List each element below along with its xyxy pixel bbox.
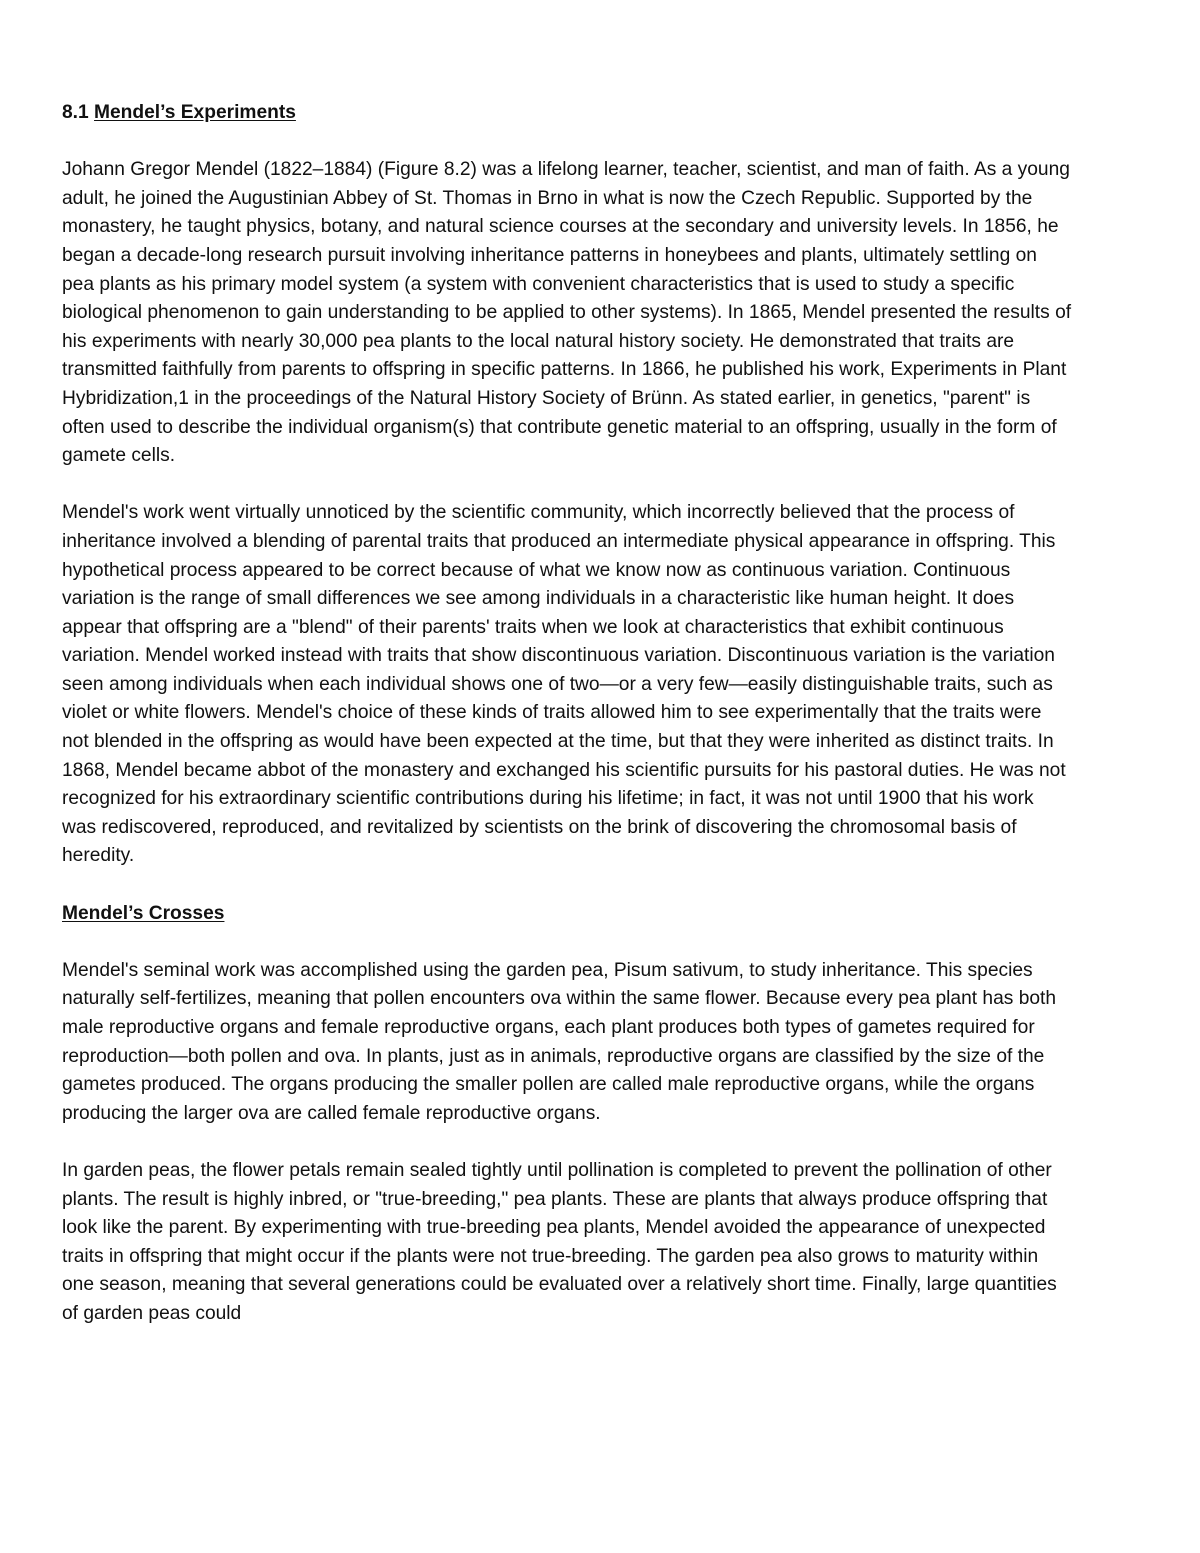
paragraph-mendel-biography: Johann Gregor Mendel (1822–1884) (Figure 8.2) was a lifelong learner, teacher, scientist, and man of faith. As a young adult, he joined the Augustinian Abbey of St. Thomas in Brno in what is now the Czech Republic. Supported by the monastery, he taught physics, botany, and natural science courses at the secondary and university levels. In 1856, he began a decade-long research pursuit involving inheritance patterns in honeybees and plants, ultimately settling on pea plants as his primary model system (a system with convenient characteristics that is used to study a specific biological phenomenon to gain understanding to be applied to other systems). In 1865, Mendel presented the results of his experiments with nearly 30,000 pea plants to the local natural history society. He demonstrated that traits are transmitted faithfully from parents to offspring in specific patterns. In 1866, he published his work, Experiments in Plant Hybridization,1 in the proceedings of the Natural History Society of Brünn. As stated earlier, in genetics, "parent" is often used to describe the individual organism(s) that contribute genetic material to an offspring, usually in the form of gamete cells. [62, 159, 1072, 467]
spacer [62, 128, 1072, 157]
subsection-heading [62, 900, 1072, 929]
section-heading [62, 99, 1072, 128]
spacer [62, 871, 1072, 900]
spacer [62, 928, 1072, 957]
spacer [62, 471, 1072, 500]
section-number: 8.1 [62, 102, 89, 123]
document-page [62, 99, 1072, 1329]
spacer [62, 1128, 1072, 1157]
paragraph-garden-pea: Mendel's seminal work was accomplished using the garden pea, Pisum sativum, to study inheritance. This species naturally self-fertilizes, meaning that pollen encounters ova within the same flower. Because every pea plant has both male reproductive organs and female reproductive organs, each plant produces both types of gametes required for reproduction—both pollen and ova. In plants, just as in animals, reproductive organs are classified by the size of the gametes produced. The organs producing the smaller pollen are called male reproductive organs, while the organs producing the larger ova are called female reproductive organs. [62, 959, 1057, 1124]
paragraph-true-breeding: In garden peas, the flower petals remain sealed tightly until pollination is completed to prevent the pollination of other plants. The result is highly inbred, or "true-breeding," pea plants. These are plants that always produce offspring that look like the parent. By experimenting with true-breeding pea plants, Mendel avoided the appearance of unexpected traits in offspring that might occur if the plants were not true-breeding. The garden pea also grows to maturity within one season, meaning that several generations could be evaluated over a relatively short time. Finally, large quantities of garden peas could [62, 1159, 1057, 1324]
paragraph-continuous-variation: Mendel's work went virtually unnoticed by the scientific community, which incorrectly believed that the process of inheritance involved a blending of parental traits that produced an intermediate physical appearance in offspring. This hypothetical process appeared to be correct because of what we know now as continuous variation. Continuous variation is the range of small differences we see among individuals in a characteristic like human height. It does appear that offspring are a "blend" of their parents' traits when we look at characteristics that exhibit continuous variation. Mendel worked instead with traits that show discontinuous variation. Discontinuous variation is the variation seen among individuals when each individual shows one of two—or a very few—easily distinguishable traits, such as violet or white flowers. Mendel's choice of these kinds of traits allowed him to see experimentally that the traits were not blended in the offspring as would have been expected at the time, but that they were inherited as distinct traits. In 1868, Mendel became abbot of the monastery and exchanged his scientific pursuits for his pastoral duties. He was not recognized for his extraordinary scientific contributions during his lifetime; in fact, it was not until 1900 that his work was rediscovered, reproduced, and revitalized by scientists on the brink of discovering the chromosomal basis of heredity. [62, 502, 1066, 867]
subsection-title: Mendel’s Crosses [62, 902, 225, 924]
section-title: Mendel’s Experiments [94, 102, 296, 123]
